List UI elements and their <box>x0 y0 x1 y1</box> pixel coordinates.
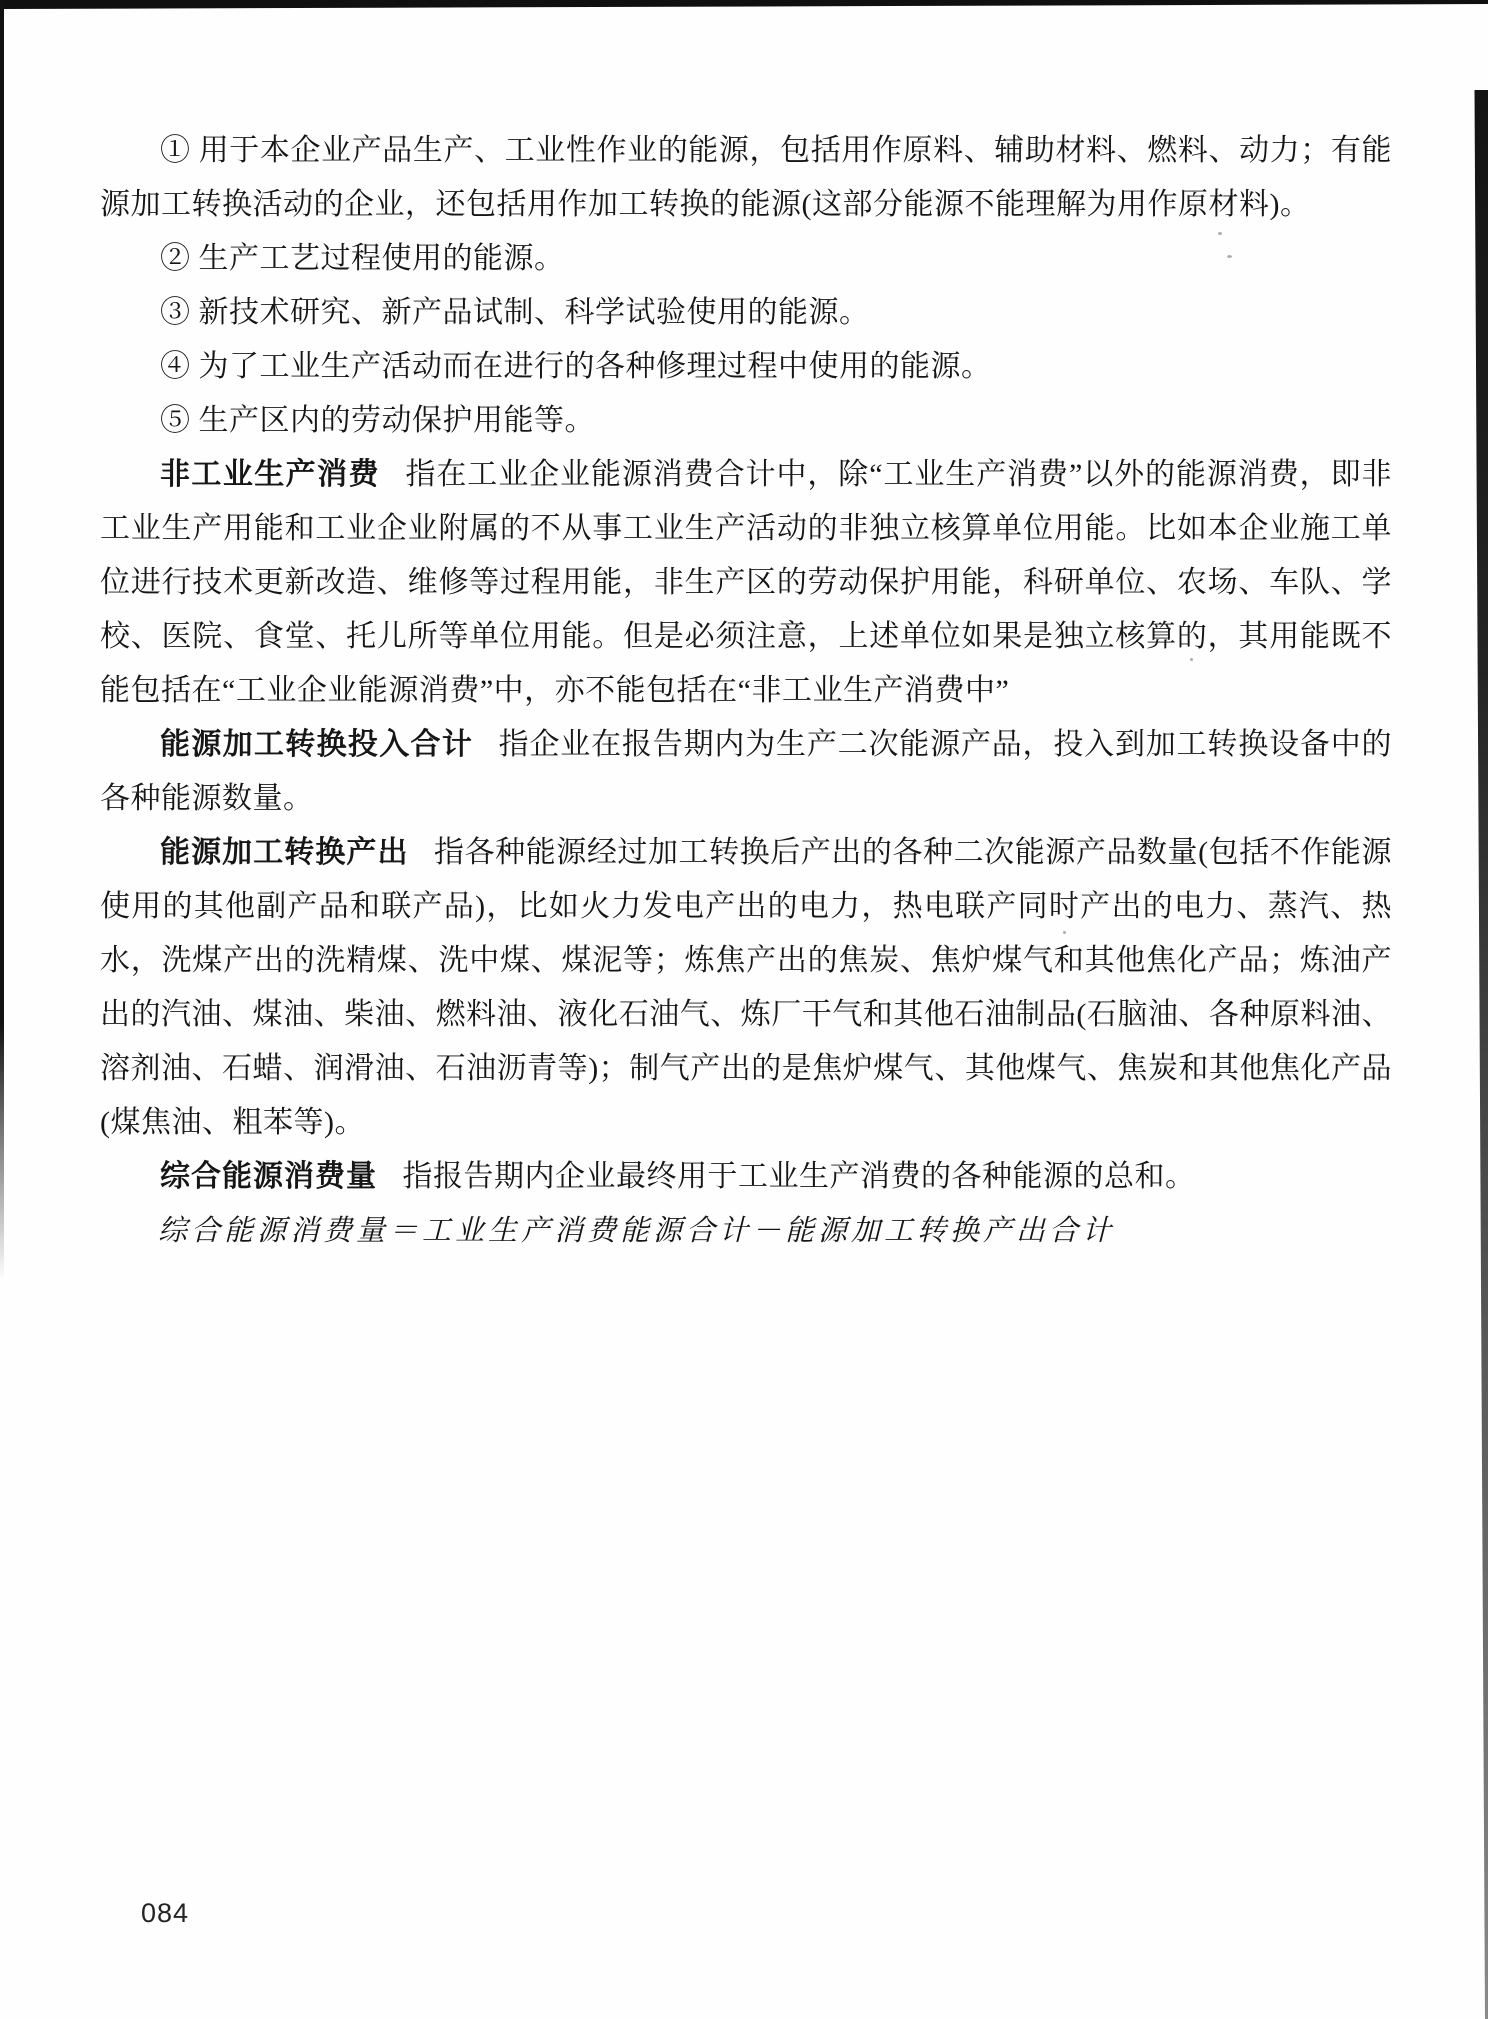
numbered-item-3: ③ 新技术研究、新产品试制、科学试验使用的能源。 <box>160 296 870 329</box>
term-label: 综合能源消费量 <box>160 1160 377 1193</box>
scan-noise-speck <box>1218 232 1222 235</box>
scan-border-top <box>0 0 1488 9</box>
page-number: 084 <box>141 1898 190 1928</box>
numbered-item-4: ④ 为了工业生产活动而在进行的各种修理过程中使用的能源。 <box>160 350 992 383</box>
formula-line: 综合能源消费量＝工业生产消费能源合计－能源加工转换产出合计 <box>158 1215 1116 1247</box>
term-definition: 指在工业企业能源消费合计中，除“工业生产消费”以外的能源消费，即非工业生产用能和工业企业附属的不从事工业生产活动的非独立核算单位用能。比如本企业施工单位进行技术更新改造、维修等过程用能，非生产区的劳动保护用能，科研单位、农场、车队、学校、医院、食堂、托儿所等单位用能。但是必须注意，上述单位如果是独立核算的，其用能既不能包括在“工业企业能源消费”中，亦不能包括在“非工业生产消费中” <box>100 458 1392 707</box>
term-paragraph-comprehensive-energy-consumption <box>100 1150 1392 1204</box>
term-definition: 指各种能源经过加工转换后产出的各种二次能源产品数量(包括不作能源使用的其他副产品和联产品)，比如火力发电产出的电力，热电联产同时产出的电力、蒸汽、热水，洗煤产出的洗精煤、洗中煤、煤泥等；炼焦产出的焦炭、焦炉煤气和其他焦化产品；炼油产出的汽油、煤油、柴油、燃料油、液化石油气、炼厂干气和其他石油制品(石脑油、各种原料油、溶剂油、石蜡、润滑油、石油沥青等)；制气产出的是焦炉煤气、其他煤气、焦炭和其他焦化产品(煤焦油、粗苯等)。 <box>100 836 1392 1139</box>
term-label: 能源加工转换投入合计 <box>160 728 474 761</box>
scan-noise-speck <box>1227 255 1232 258</box>
numbered-item-1: ① 用于本企业产品生产、工业性作业的能源，包括用作原料、辅助材料、燃料、动力；有能源加工转换活动的企业，还包括用作加工转换的能源(这部分能源不能理解为用作原材料)。 <box>100 134 1392 221</box>
numbered-item-2: ② 生产工艺过程使用的能源。 <box>160 242 565 275</box>
term-definition: 指企业在报告期内为生产二次能源产品，投入到加工转换设备中的各种能源数量。 <box>100 728 1393 815</box>
scan-noise-speck <box>1190 658 1193 661</box>
term-definition: 指报告期内企业最终用于工业生产消费的各种能源的总和。 <box>402 1160 1196 1193</box>
term-label: 能源加工转换产出 <box>160 836 409 869</box>
term-paragraph-energy-conversion-output <box>100 826 1392 1150</box>
numbered-item-5: ⑤ 生产区内的劳动保护用能等。 <box>160 404 595 437</box>
term-label: 非工业生产消费 <box>160 458 380 491</box>
term-paragraph-energy-conversion-input-total <box>100 718 1392 826</box>
body-text <box>100 124 1392 1258</box>
scan-border-right <box>1473 90 1488 2019</box>
term-paragraph-non-industrial-consumption <box>100 448 1392 718</box>
scan-border-left <box>0 0 4 1280</box>
scan-noise-speck <box>1063 931 1066 934</box>
